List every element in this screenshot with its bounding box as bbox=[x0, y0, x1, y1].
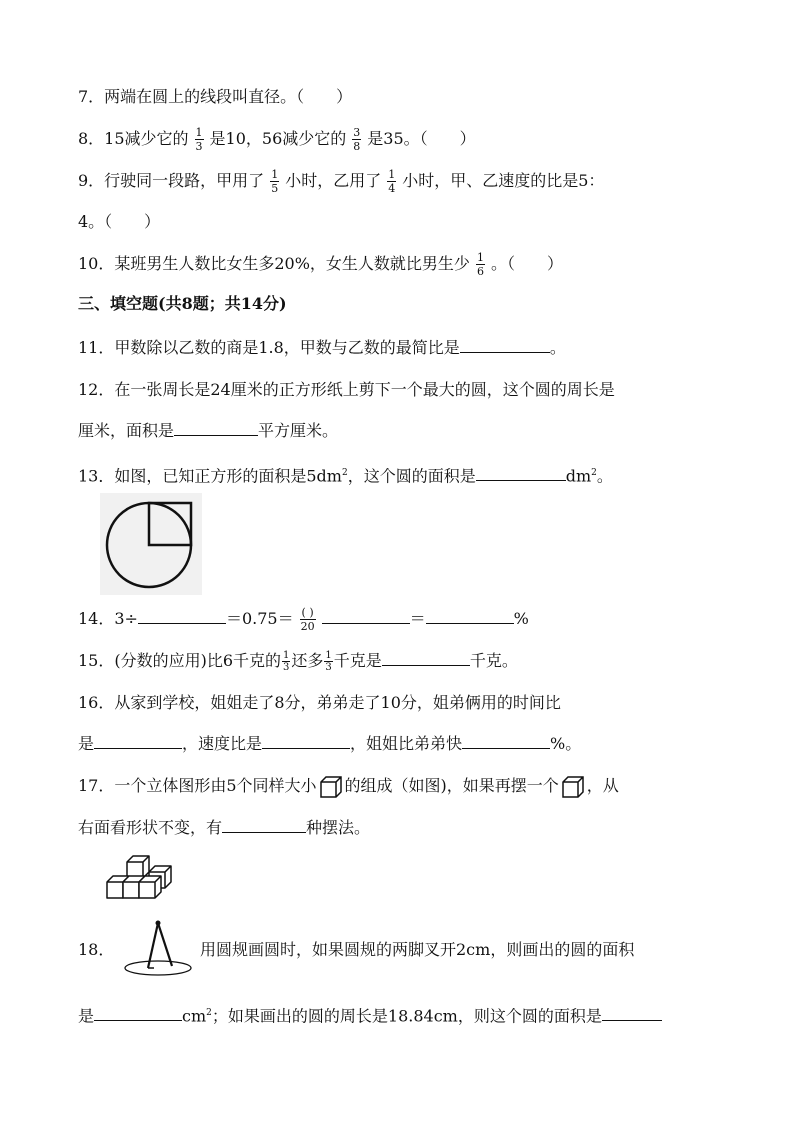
question-15-text-3: 千克是 bbox=[333, 651, 382, 670]
fraction-denominator: 8 bbox=[353, 140, 361, 153]
fraction-numerator: 3 bbox=[353, 126, 361, 139]
answer-blank[interactable] bbox=[476, 462, 566, 481]
question-10-text-1: 10．某班男生人数比女生多20%，女生人数就比男生少 bbox=[78, 254, 470, 273]
question-14-text-4: % bbox=[513, 609, 529, 628]
fraction-denominator: 3 bbox=[195, 140, 203, 153]
answer-blank[interactable] bbox=[222, 814, 306, 833]
section-3-heading bbox=[78, 289, 287, 319]
fraction-one-third bbox=[282, 650, 290, 673]
question-18 bbox=[200, 935, 634, 965]
question-18-text-3: ；如果画出的圆的周长是18.84cm，则这个圆的面积是 bbox=[211, 1006, 602, 1026]
question-17-text-4: 右面看形状不变，有 bbox=[78, 818, 223, 837]
question-14-text-3: ＝ bbox=[409, 609, 426, 628]
question-17-line-2 bbox=[78, 813, 370, 843]
answer-blank[interactable] bbox=[94, 1002, 182, 1021]
answer-blank[interactable] bbox=[382, 647, 470, 666]
fraction-blank-over-20 bbox=[300, 606, 316, 633]
question-11 bbox=[78, 333, 566, 363]
answer-blank[interactable] bbox=[322, 605, 410, 624]
fraction-denominator: 20 bbox=[300, 620, 315, 633]
question-15 bbox=[78, 646, 518, 676]
fraction-three-eighths bbox=[352, 126, 361, 153]
cube-icon bbox=[561, 775, 585, 799]
fraction-denominator: 3 bbox=[325, 662, 332, 673]
fraction-numerator: 1 bbox=[388, 168, 396, 181]
question-13 bbox=[78, 458, 613, 488]
fraction-numerator: 1 bbox=[283, 650, 290, 661]
question-18-text-2: 是 bbox=[78, 1006, 95, 1026]
question-14-text-1: 14．3÷ bbox=[78, 609, 138, 628]
fraction-denominator: 5 bbox=[271, 182, 279, 195]
question-10-text-2: 。（ ） bbox=[490, 254, 563, 273]
question-9-line-2 bbox=[78, 207, 160, 237]
question-9-text-3: 小时，甲、乙速度的比是5： bbox=[402, 171, 605, 190]
superscript: 2 bbox=[591, 468, 597, 478]
fraction-one-fourth bbox=[387, 168, 396, 195]
fraction-numerator: 1 bbox=[195, 126, 203, 139]
section-3-title: 三、填空题(共8题；共14分) bbox=[78, 294, 287, 313]
question-10 bbox=[78, 249, 563, 279]
fraction-one-sixth bbox=[476, 251, 485, 278]
question-16-text-4: ，姐姐比弟弟快 bbox=[350, 734, 463, 753]
fraction-numerator: 1 bbox=[325, 650, 332, 661]
question-18-number bbox=[78, 935, 114, 965]
question-8-text-1: 8．15减少它的 bbox=[78, 129, 189, 148]
question-17-text-1: 17．一个立体图形由5个同样大小 bbox=[78, 776, 317, 795]
question-16-text-2: 是 bbox=[78, 734, 95, 753]
question-16-text-5: %。 bbox=[550, 734, 582, 753]
question-14-text-2: ＝0.75＝ bbox=[225, 609, 294, 628]
question-8-text-3: 是35。（ ） bbox=[367, 129, 476, 148]
question-12-text-3: 平方厘米。 bbox=[258, 421, 339, 440]
fraction-one-fifth bbox=[270, 168, 279, 195]
fraction-numerator: 1 bbox=[476, 251, 484, 264]
compass-icon bbox=[122, 918, 194, 978]
question-16-line-2 bbox=[78, 729, 581, 759]
question-13-text-1: 13．如图，已知正方形的面积是5dm bbox=[78, 466, 342, 486]
question-13-text-3: 。 bbox=[596, 466, 613, 486]
question-8 bbox=[78, 124, 476, 154]
question-12-text-2: 厘米，面积是 bbox=[78, 421, 175, 440]
question-11-text-2: 。 bbox=[549, 338, 566, 357]
question-15-text-4: 千克。 bbox=[469, 651, 518, 670]
answer-blank[interactable] bbox=[460, 334, 550, 353]
question-16-text-3: ，速度比是 bbox=[182, 734, 263, 753]
question-12 bbox=[78, 375, 615, 405]
fraction-denominator: 4 bbox=[388, 182, 396, 195]
question-16-text-1: 16．从家到学校，姐姐走了8分，弟弟走了10分，姐弟俩用的时间比 bbox=[78, 693, 561, 712]
question-15-text-1: 15．(分数的应用)比6千克的 bbox=[78, 651, 282, 670]
question-13-unit: dm bbox=[565, 466, 592, 486]
circle-square-figure bbox=[100, 493, 202, 595]
fraction-numerator: 1 bbox=[271, 168, 279, 181]
fraction-denominator: 6 bbox=[476, 265, 484, 278]
question-11-text-1: 11．甲数除以乙数的商是1.8，甲数与乙数的最简比是 bbox=[78, 338, 460, 357]
answer-blank[interactable] bbox=[262, 730, 350, 749]
question-18-text-1: 用圆规画圆时，如果圆规的两脚叉开2cm，则画出的圆的面积 bbox=[200, 940, 635, 959]
question-15-text-2: 还多 bbox=[291, 651, 324, 670]
answer-blank[interactable] bbox=[174, 417, 258, 436]
question-12-line-2 bbox=[78, 416, 338, 446]
answer-blank[interactable] bbox=[462, 730, 550, 749]
question-9-text-1: 9．行驶同一段路，甲用了 bbox=[78, 171, 265, 190]
answer-blank[interactable] bbox=[138, 605, 226, 624]
question-17-text-5: 种摆法。 bbox=[306, 818, 371, 837]
question-7-text: 7．两端在圆上的线段叫直径。（ ） bbox=[78, 87, 353, 106]
question-12-text-1: 12．在一张周长是24厘米的正方形纸上剪下一个最大的圆，这个圆的周长是 bbox=[78, 380, 615, 399]
question-9-text-2: 小时，乙用了 bbox=[285, 171, 382, 190]
question-18-label: 18． bbox=[78, 940, 115, 959]
superscript: 2 bbox=[206, 1008, 212, 1018]
question-8-text-2: 是10，56减少它的 bbox=[209, 129, 347, 148]
question-17 bbox=[78, 771, 619, 801]
answer-blank[interactable] bbox=[426, 605, 514, 624]
cube-icon bbox=[319, 775, 343, 799]
question-17-text-3: ，从 bbox=[586, 776, 619, 795]
fraction-numerator: ( ) bbox=[301, 606, 314, 619]
question-18-line-2 bbox=[78, 998, 662, 1028]
question-9-text-4: 4。（ ） bbox=[78, 212, 161, 231]
question-16 bbox=[78, 688, 561, 718]
question-17-text-2: 的组成（如图)，如果再摆一个 bbox=[344, 776, 559, 795]
superscript: 2 bbox=[341, 468, 348, 478]
fraction-denominator: 3 bbox=[283, 662, 290, 673]
cubes-figure bbox=[103, 852, 175, 902]
question-9 bbox=[78, 166, 604, 196]
answer-blank[interactable] bbox=[94, 730, 182, 749]
fraction-one-third bbox=[195, 126, 204, 153]
question-18-unit: cm bbox=[182, 1006, 207, 1026]
answer-blank[interactable] bbox=[602, 1002, 662, 1021]
question-14 bbox=[78, 604, 529, 634]
question-13-text-2: ，这个圆的面积是 bbox=[347, 466, 476, 486]
fraction-one-third bbox=[324, 650, 332, 673]
question-7 bbox=[78, 82, 352, 112]
